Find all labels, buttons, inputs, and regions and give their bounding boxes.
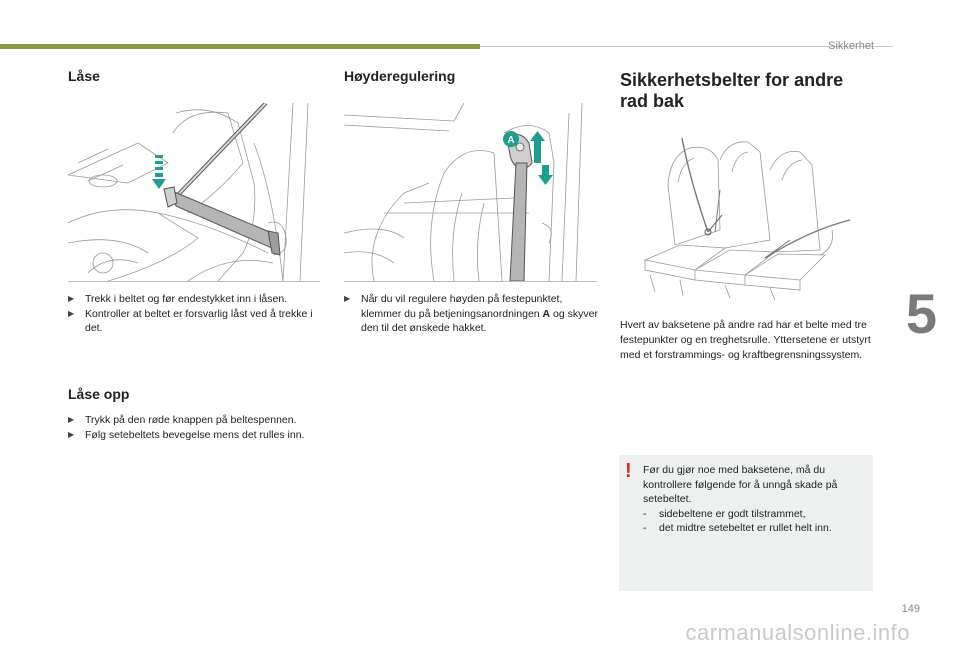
list-item: ▶ Trekk i beltet og før endestykket inn i låsen. (68, 293, 288, 305)
bullet-icon: ▶ (68, 415, 75, 424)
warning-note (619, 455, 873, 591)
heading-lase: Låse (68, 68, 100, 84)
marker-a-label: A (507, 135, 515, 146)
list-item: ▶ Når du vil regulere høyden på festepunktet, klemmer du på betjeningsanordningen A og skyver den til det ønskede hakket. (344, 293, 598, 334)
header-accent-bar (0, 44, 480, 49)
section-name: Sikkerhet (828, 40, 874, 52)
watermark: carmanualsonline.info (685, 620, 910, 645)
heading-rear-belts: Sikkerhetsbelter for andre rad bak (620, 70, 844, 111)
chapter-number: 5 (905, 282, 937, 345)
rear-description: Hvert av baksetene på andre rad har et belte med tre festepunkter og en treghetsrulle. Yttersetene er utstyrt med et forstrammings- og kraftbegrensningssystem. (620, 319, 871, 361)
figure-buckle-lock (68, 103, 320, 282)
warning-icon: ! (625, 460, 632, 482)
heading-lase-opp: Låse opp (68, 386, 130, 402)
warning-list-item: - det midtre setebeltet er rullet helt inn. (643, 522, 832, 534)
heading-hoyderegulering: Høyderegulering (344, 68, 456, 84)
figure-height-adjust (344, 103, 597, 282)
bullet-icon: ▶ (68, 308, 75, 318)
list-item: ▶ Trykk på den røde knappen på beltespennen. (68, 414, 297, 426)
list-item: ▶ Følg setebeltets bevegelse mens det rulles inn. (68, 428, 305, 441)
warning-intro: Før du gjør noe med baksetene, må du kontrollere følgende for å unngå skade på setebeltet. (643, 464, 838, 505)
list-item: ▶ Kontroller at beltet er forsvarlig låst ved å trekke i det. (68, 307, 313, 334)
lase-opp-instructions (68, 413, 323, 442)
hoyde-instructions (344, 292, 600, 336)
page-number: 149 (901, 603, 920, 615)
bullet-icon: ▶ (68, 294, 75, 303)
figure-rear-seats (620, 120, 870, 300)
warning-text (643, 463, 863, 536)
warning-list-item: - sidebeltene er godt tilstrammet, (643, 507, 806, 520)
bullet-icon: ▶ (344, 294, 351, 303)
bullet-icon: ▶ (68, 429, 75, 439)
lase-instructions (68, 292, 323, 336)
control-reference: A (542, 307, 551, 320)
